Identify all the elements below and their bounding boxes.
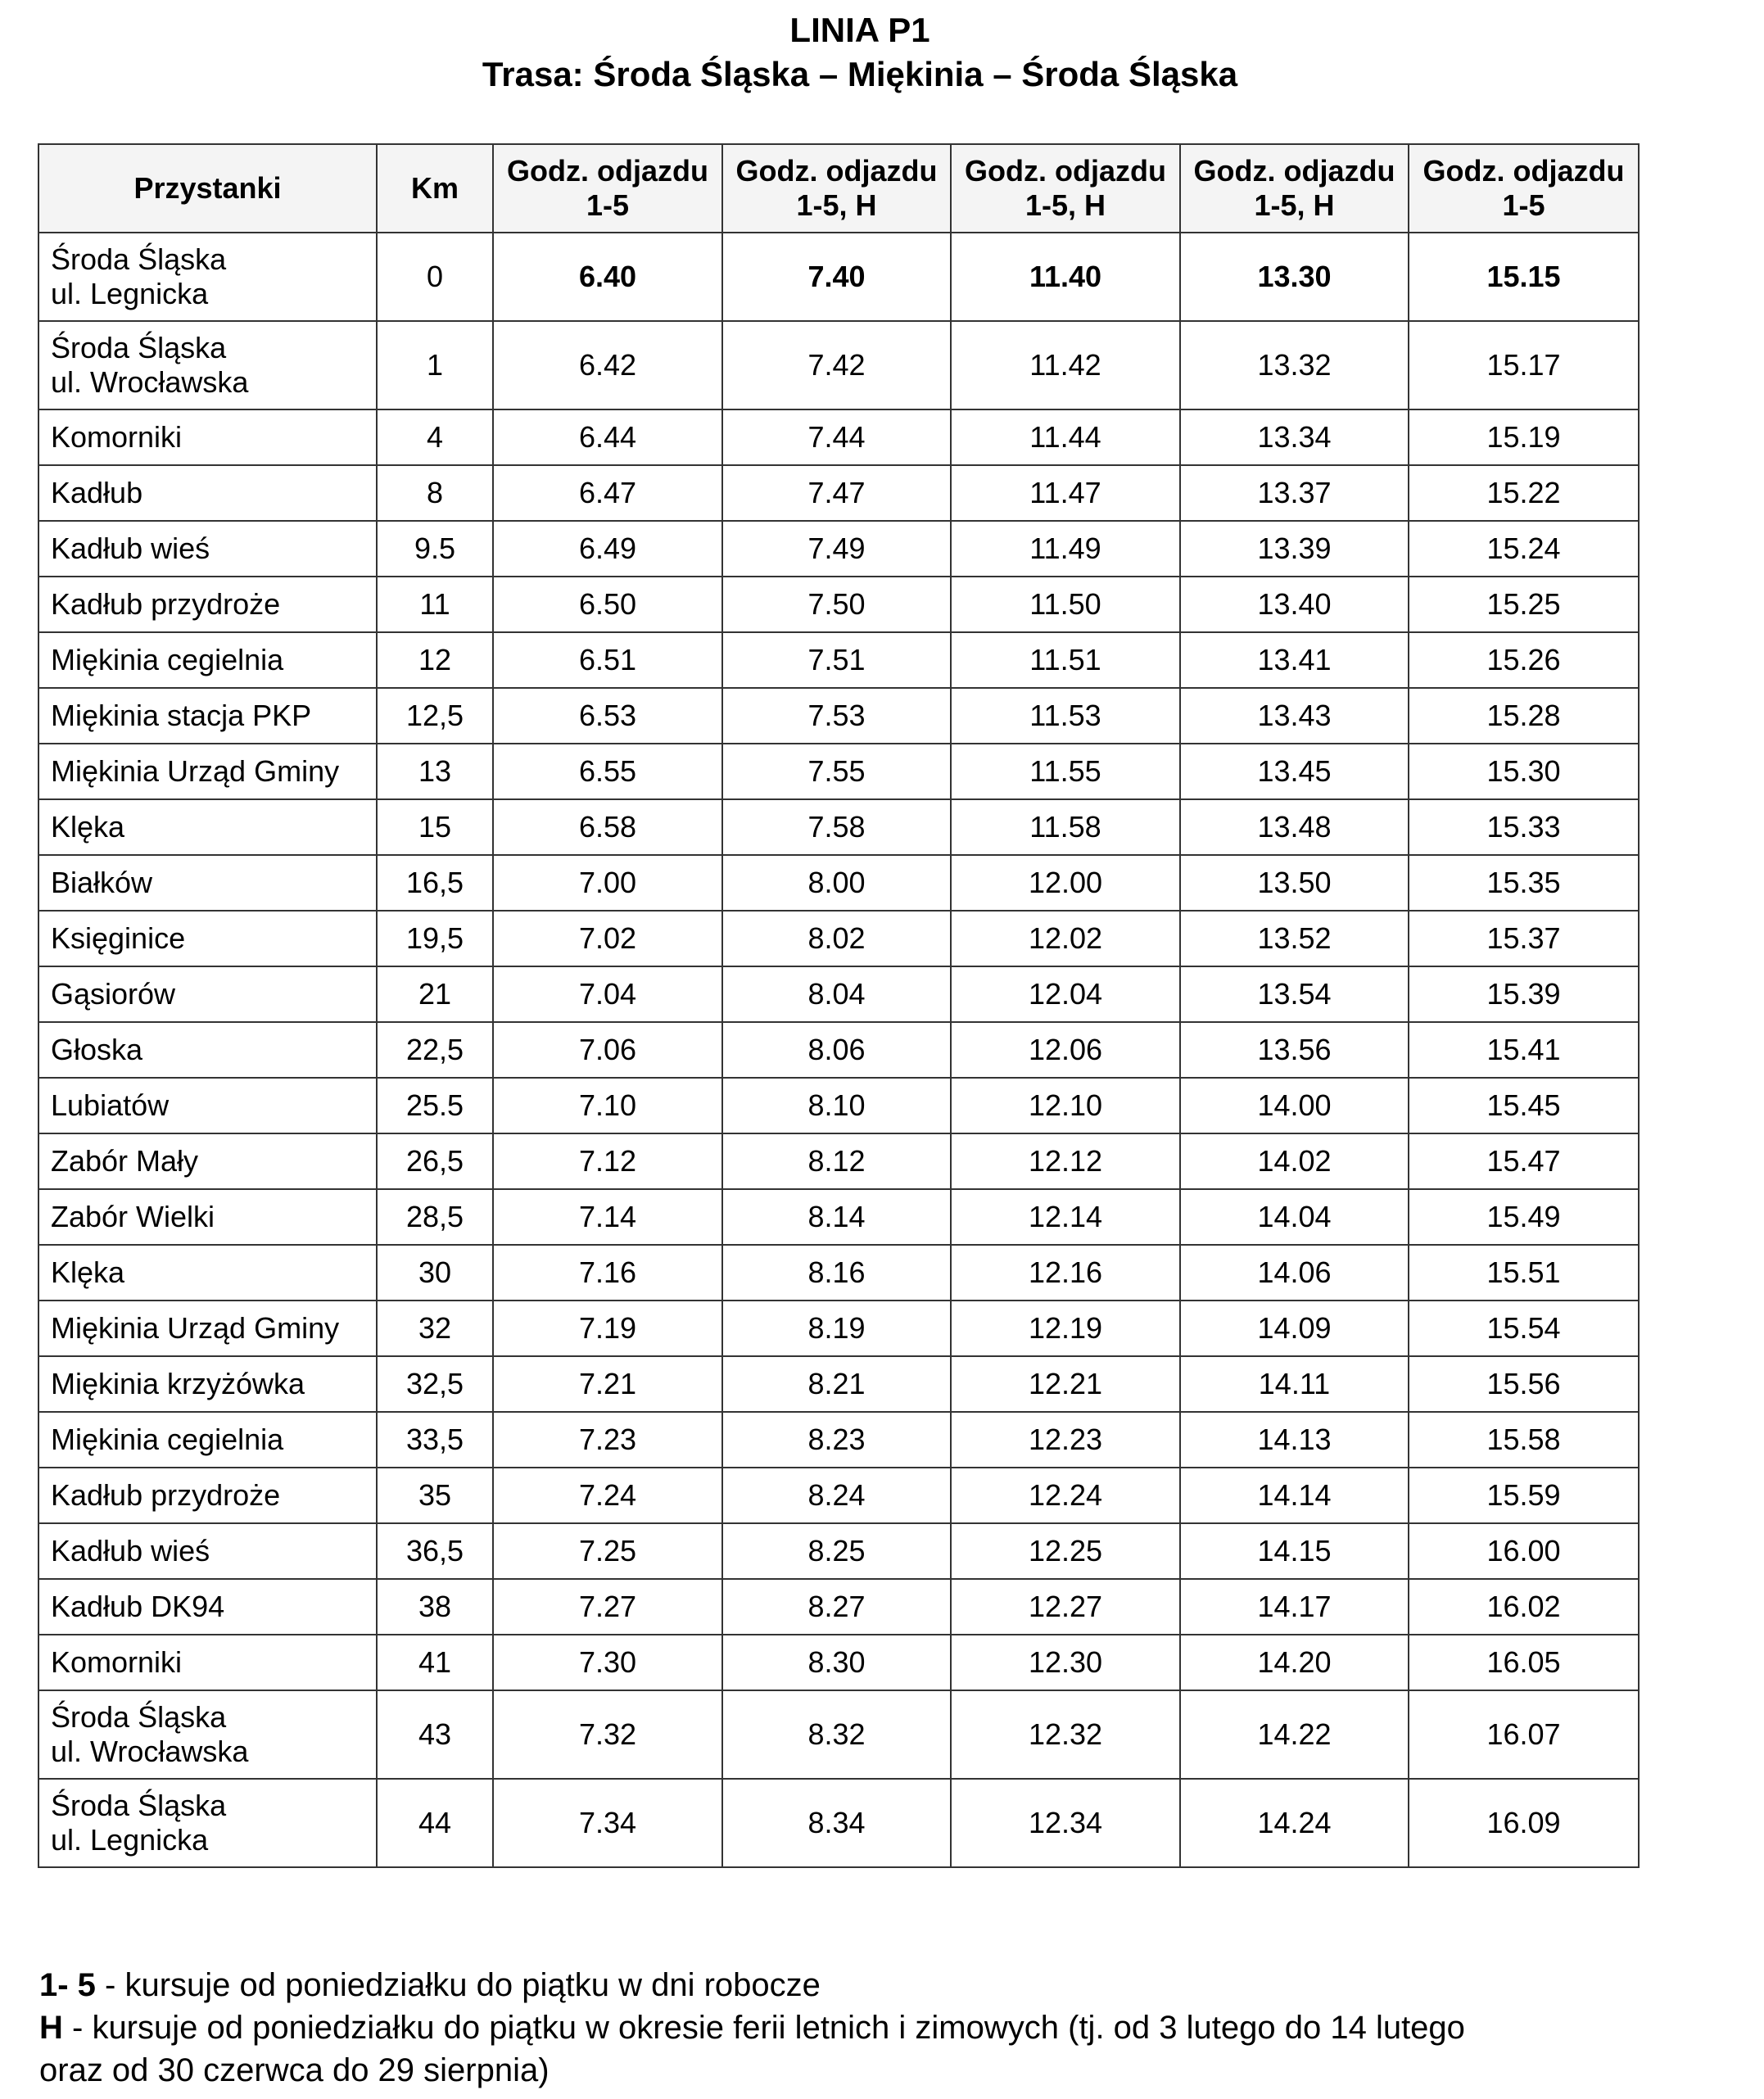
departure-time: 15.19 (1409, 409, 1639, 465)
departure-time: 7.19 (493, 1301, 722, 1356)
stop-name (38, 1523, 377, 1579)
stop-name (38, 632, 377, 688)
departure-time: 15.37 (1409, 911, 1639, 966)
stop-name-line: Lubiatów (51, 1088, 170, 1122)
header-row (38, 144, 1639, 233)
departure-time: 13.56 (1180, 1022, 1409, 1078)
stop-name-line: Klęka (51, 810, 125, 844)
departure-time: 7.53 (722, 688, 951, 744)
departure-time: 7.49 (722, 521, 951, 577)
legend-text: - kursuje od poniedziałku do piątku w dni robocze (95, 1967, 821, 2003)
departure-time: 15.54 (1409, 1301, 1639, 1356)
departure-time: 15.35 (1409, 855, 1639, 911)
departure-time: 14.09 (1180, 1301, 1409, 1356)
column-header-label: Przystanki (133, 171, 282, 205)
column-header-days: 1-5 (1502, 188, 1545, 222)
stop-name (38, 1189, 377, 1245)
departure-time: 15.15 (1409, 233, 1639, 321)
departure-time: 15.22 (1409, 465, 1639, 521)
stop-name-line: Komorniki (51, 420, 183, 454)
stop-name-line: Miękinia stacja PKP (51, 699, 312, 732)
table-row (38, 1412, 1639, 1468)
stop-name-line: Kadłub przydroże (51, 587, 281, 621)
column-header (493, 144, 722, 233)
departure-time: 11.51 (951, 632, 1180, 688)
stop-name (38, 1301, 377, 1356)
departure-time: 15.28 (1409, 688, 1639, 744)
km-value: 19,5 (377, 911, 493, 966)
departure-time: 15.45 (1409, 1078, 1639, 1133)
column-header-label: Godz. odjazdu (735, 154, 938, 188)
departure-time: 6.53 (493, 688, 722, 744)
departure-time: 11.55 (951, 744, 1180, 799)
stop-name-line: Kadłub wieś (51, 532, 210, 565)
departure-time: 8.19 (722, 1301, 951, 1356)
departure-time: 7.16 (493, 1245, 722, 1301)
km-value: 41 (377, 1635, 493, 1690)
legend-key: 1- 5 (39, 1967, 96, 2003)
departure-time: 14.02 (1180, 1133, 1409, 1189)
km-value: 32,5 (377, 1356, 493, 1412)
legend-key: H (39, 2010, 63, 2046)
departure-time: 15.56 (1409, 1356, 1639, 1412)
column-header-days: 1-5, H (1254, 188, 1335, 222)
stop-name (38, 521, 377, 577)
km-value: 44 (377, 1779, 493, 1867)
departure-time: 11.44 (951, 409, 1180, 465)
departure-time: 13.54 (1180, 966, 1409, 1022)
table-row (38, 1690, 1639, 1779)
column-header-days: 1-5 (586, 188, 630, 222)
table-row (38, 465, 1639, 521)
km-value: 1 (377, 321, 493, 409)
departure-time: 12.04 (951, 966, 1180, 1022)
departure-time: 12.02 (951, 911, 1180, 966)
departure-time: 8.12 (722, 1133, 951, 1189)
column-header-label: Godz. odjazdu (507, 154, 708, 188)
departure-time: 7.10 (493, 1078, 722, 1133)
departure-time: 6.44 (493, 409, 722, 465)
km-value: 12,5 (377, 688, 493, 744)
table-row (38, 1078, 1639, 1133)
stop-name-line: ul. Legnicka (51, 1823, 209, 1857)
departure-time: 7.02 (493, 911, 722, 966)
departure-time: 11.53 (951, 688, 1180, 744)
departure-time: 16.02 (1409, 1579, 1639, 1635)
table-row (38, 1635, 1639, 1690)
table-row (38, 577, 1639, 632)
departure-time: 13.34 (1180, 409, 1409, 465)
departure-time: 7.25 (493, 1523, 722, 1579)
table-row (38, 521, 1639, 577)
departure-time: 7.44 (722, 409, 951, 465)
departure-time: 13.52 (1180, 911, 1409, 966)
departure-time: 7.04 (493, 966, 722, 1022)
column-header (38, 144, 377, 233)
km-value: 11 (377, 577, 493, 632)
table-row (38, 1523, 1639, 1579)
departure-time: 15.59 (1409, 1468, 1639, 1523)
departure-time: 14.11 (1180, 1356, 1409, 1412)
column-header (722, 144, 951, 233)
column-header (951, 144, 1180, 233)
departure-time: 11.50 (951, 577, 1180, 632)
departure-time: 13.43 (1180, 688, 1409, 744)
stop-name-line: Zabór Wielki (51, 1200, 215, 1233)
table-row (38, 321, 1639, 409)
departure-time: 11.49 (951, 521, 1180, 577)
departure-time: 6.40 (493, 233, 722, 321)
km-value: 26,5 (377, 1133, 493, 1189)
km-value: 25.5 (377, 1078, 493, 1133)
stop-name-line: Klęka (51, 1255, 125, 1289)
departure-time: 7.23 (493, 1412, 722, 1468)
table-row (38, 1779, 1639, 1867)
km-value: 33,5 (377, 1412, 493, 1468)
column-header (377, 144, 493, 233)
departure-time: 12.24 (951, 1468, 1180, 1523)
stop-name (38, 799, 377, 855)
km-value: 43 (377, 1690, 493, 1779)
km-value: 22,5 (377, 1022, 493, 1078)
departure-time: 12.30 (951, 1635, 1180, 1690)
departure-time: 7.55 (722, 744, 951, 799)
column-header-label: Godz. odjazdu (1193, 154, 1395, 188)
stop-name (38, 744, 377, 799)
departure-time: 6.50 (493, 577, 722, 632)
stop-name (38, 1133, 377, 1189)
table-row (38, 1189, 1639, 1245)
route-title: Trasa: Środa Śląska – Miękinia – Środa Śląska (482, 55, 1238, 93)
departure-time: 7.51 (722, 632, 951, 688)
table-row (38, 744, 1639, 799)
departure-time: 12.10 (951, 1078, 1180, 1133)
departure-time: 15.41 (1409, 1022, 1639, 1078)
stop-name (38, 1579, 377, 1635)
departure-time: 8.06 (722, 1022, 951, 1078)
departure-time: 13.40 (1180, 577, 1409, 632)
departure-time: 8.25 (722, 1523, 951, 1579)
stop-name-line: Miękinia Urząd Gminy (51, 754, 340, 788)
departure-time: 8.32 (722, 1690, 951, 1779)
departure-time: 11.47 (951, 465, 1180, 521)
departure-time: 16.09 (1409, 1779, 1639, 1867)
departure-time: 14.14 (1180, 1468, 1409, 1523)
departure-time: 14.20 (1180, 1635, 1409, 1690)
stop-name-line: Białków (51, 866, 153, 899)
column-header (1409, 144, 1639, 233)
departure-time: 8.27 (722, 1579, 951, 1635)
table-row (38, 799, 1639, 855)
table-row (38, 1245, 1639, 1301)
departure-time: 15.33 (1409, 799, 1639, 855)
table-row (38, 1579, 1639, 1635)
departure-time: 12.12 (951, 1133, 1180, 1189)
stop-name (38, 577, 377, 632)
departure-time: 13.50 (1180, 855, 1409, 911)
departure-time: 7.27 (493, 1579, 722, 1635)
departure-time: 16.07 (1409, 1690, 1639, 1779)
table-row (38, 1468, 1639, 1523)
table-row (38, 966, 1639, 1022)
departure-time: 12.27 (951, 1579, 1180, 1635)
stop-name (38, 1412, 377, 1468)
departure-time: 12.00 (951, 855, 1180, 911)
stop-name-line: ul. Wrocławska (51, 1735, 249, 1768)
stop-name (38, 1078, 377, 1133)
departure-time: 14.17 (1180, 1579, 1409, 1635)
departure-time: 13.41 (1180, 632, 1409, 688)
departure-time: 13.45 (1180, 744, 1409, 799)
stop-name-line: Miękinia cegielnia (51, 1423, 284, 1456)
departure-time: 16.00 (1409, 1523, 1639, 1579)
departure-time: 15.49 (1409, 1189, 1639, 1245)
departure-time: 15.30 (1409, 744, 1639, 799)
table-row (38, 1022, 1639, 1078)
departure-time: 16.05 (1409, 1635, 1639, 1690)
departure-time: 7.47 (722, 465, 951, 521)
departure-time: 7.06 (493, 1022, 722, 1078)
table-row (38, 1356, 1639, 1412)
stop-name-line: Kadłub przydroże (51, 1478, 281, 1512)
stop-name-line: Zabór Mały (51, 1144, 199, 1178)
departure-time: 15.39 (1409, 966, 1639, 1022)
table-row (38, 632, 1639, 688)
departure-time: 8.23 (722, 1412, 951, 1468)
stop-name (38, 233, 377, 321)
column-header (1180, 144, 1409, 233)
km-value: 9.5 (377, 521, 493, 577)
km-value: 0 (377, 233, 493, 321)
departure-time: 8.34 (722, 1779, 951, 1867)
stop-name-line: Gąsiorów (51, 977, 176, 1011)
km-value: 8 (377, 465, 493, 521)
km-value: 12 (377, 632, 493, 688)
departure-time: 8.04 (722, 966, 951, 1022)
departure-time: 6.55 (493, 744, 722, 799)
departure-time: 12.34 (951, 1779, 1180, 1867)
stop-name-line: ul. Legnicka (51, 277, 209, 310)
column-header-label: Km (410, 171, 459, 205)
departure-time: 6.49 (493, 521, 722, 577)
stop-name (38, 855, 377, 911)
departure-time: 7.14 (493, 1189, 722, 1245)
line-title: LINIA P1 (789, 11, 930, 49)
stop-name-line: Księginice (51, 921, 186, 955)
departure-time: 15.58 (1409, 1412, 1639, 1468)
departure-time: 7.30 (493, 1635, 722, 1690)
departure-time: 15.51 (1409, 1245, 1639, 1301)
departure-time: 7.32 (493, 1690, 722, 1779)
km-value: 32 (377, 1301, 493, 1356)
departure-time: 11.42 (951, 321, 1180, 409)
table-row (38, 233, 1639, 321)
km-value: 4 (377, 409, 493, 465)
stop-name-line: Środa Śląska (51, 1700, 227, 1734)
table-row (38, 688, 1639, 744)
departure-time: 14.22 (1180, 1690, 1409, 1779)
legend-line-2 (39, 2006, 1465, 2049)
departure-time: 12.14 (951, 1189, 1180, 1245)
departure-time: 8.14 (722, 1189, 951, 1245)
stop-name-line: Miękinia Urząd Gminy (51, 1311, 340, 1345)
departure-time: 14.00 (1180, 1078, 1409, 1133)
stop-name (38, 1635, 377, 1690)
departure-time: 7.34 (493, 1779, 722, 1867)
departure-time: 7.00 (493, 855, 722, 911)
stop-name-line: Kadłub wieś (51, 1534, 210, 1567)
stop-name (38, 911, 377, 966)
departure-time: 13.30 (1180, 233, 1409, 321)
km-value: 30 (377, 1245, 493, 1301)
departure-time: 12.25 (951, 1523, 1180, 1579)
timetable (38, 143, 1640, 1868)
legend-text: - kursuje od poniedziałku do piątku w okresie ferii letnich i zimowych (tj. od 3 lutego do 14 lutego (62, 2010, 1465, 2046)
legend-text: oraz od 30 czerwca do 29 sierpnia) (39, 2052, 550, 2088)
departure-time: 14.15 (1180, 1523, 1409, 1579)
stop-name (38, 1468, 377, 1523)
stop-name-line: Głoska (51, 1033, 143, 1066)
departure-time: 8.02 (722, 911, 951, 966)
table-row (38, 409, 1639, 465)
departure-time: 12.19 (951, 1301, 1180, 1356)
stop-name (38, 1779, 377, 1867)
departure-time: 7.42 (722, 321, 951, 409)
stop-name-line: Miękinia krzyżówka (51, 1367, 305, 1400)
departure-time: 15.25 (1409, 577, 1639, 632)
stop-name-line: Środa Śląska (51, 331, 227, 364)
departure-time: 7.50 (722, 577, 951, 632)
departure-time: 6.42 (493, 321, 722, 409)
departure-time: 6.47 (493, 465, 722, 521)
km-value: 36,5 (377, 1523, 493, 1579)
departure-time: 6.51 (493, 632, 722, 688)
stop-name (38, 688, 377, 744)
table-row (38, 1133, 1639, 1189)
stop-name (38, 1356, 377, 1412)
km-value: 13 (377, 744, 493, 799)
km-value: 21 (377, 966, 493, 1022)
stop-name-line: Kadłub DK94 (51, 1590, 225, 1623)
departure-time: 7.40 (722, 233, 951, 321)
departure-time: 14.04 (1180, 1189, 1409, 1245)
stop-name (38, 409, 377, 465)
departure-time: 12.06 (951, 1022, 1180, 1078)
departure-time: 15.26 (1409, 632, 1639, 688)
departure-time: 8.21 (722, 1356, 951, 1412)
stop-name (38, 966, 377, 1022)
departure-time: 7.24 (493, 1468, 722, 1523)
column-header-days: 1-5, H (1024, 188, 1106, 222)
departure-time: 15.47 (1409, 1133, 1639, 1189)
stop-name-line: Środa Śląska (51, 242, 227, 276)
departure-time: 15.24 (1409, 521, 1639, 577)
table-row (38, 911, 1639, 966)
table-row (38, 1301, 1639, 1356)
departure-time: 8.24 (722, 1468, 951, 1523)
stop-name (38, 1022, 377, 1078)
legend-line-1 (39, 1964, 821, 2006)
departure-time: 14.06 (1180, 1245, 1409, 1301)
departure-time: 8.16 (722, 1245, 951, 1301)
departure-time: 12.21 (951, 1356, 1180, 1412)
departure-time: 15.17 (1409, 321, 1639, 409)
departure-time: 8.30 (722, 1635, 951, 1690)
km-value: 16,5 (377, 855, 493, 911)
departure-time: 7.12 (493, 1133, 722, 1189)
departure-time: 13.32 (1180, 321, 1409, 409)
km-value: 38 (377, 1579, 493, 1635)
stop-name-line: Miękinia cegielnia (51, 643, 284, 676)
stop-name-line: Komorniki (51, 1645, 183, 1679)
departure-time: 7.21 (493, 1356, 722, 1412)
table-row (38, 855, 1639, 911)
departure-time: 7.58 (722, 799, 951, 855)
departure-time: 14.13 (1180, 1412, 1409, 1468)
stop-name-line: Kadłub (51, 476, 143, 509)
km-value: 15 (377, 799, 493, 855)
departure-time: 8.10 (722, 1078, 951, 1133)
column-header-label: Godz. odjazdu (1423, 154, 1625, 188)
km-value: 35 (377, 1468, 493, 1523)
stop-name (38, 321, 377, 409)
departure-time: 13.48 (1180, 799, 1409, 855)
departure-time: 11.58 (951, 799, 1180, 855)
departure-time: 11.40 (951, 233, 1180, 321)
departure-time: 8.00 (722, 855, 951, 911)
stop-name (38, 465, 377, 521)
departure-time: 12.32 (951, 1690, 1180, 1779)
departure-time: 6.58 (493, 799, 722, 855)
stop-name-line: Środa Śląska (51, 1789, 227, 1822)
km-value: 28,5 (377, 1189, 493, 1245)
departure-time: 12.16 (951, 1245, 1180, 1301)
departure-time: 13.39 (1180, 521, 1409, 577)
departure-time: 12.23 (951, 1412, 1180, 1468)
departure-time: 14.24 (1180, 1779, 1409, 1867)
legend-line-3 (39, 2049, 550, 2092)
column-header-days: 1-5, H (796, 188, 877, 222)
departure-time: 13.37 (1180, 465, 1409, 521)
stop-name (38, 1245, 377, 1301)
stop-name-line: ul. Wrocławska (51, 365, 249, 399)
stop-name (38, 1690, 377, 1779)
column-header-label: Godz. odjazdu (965, 154, 1166, 188)
